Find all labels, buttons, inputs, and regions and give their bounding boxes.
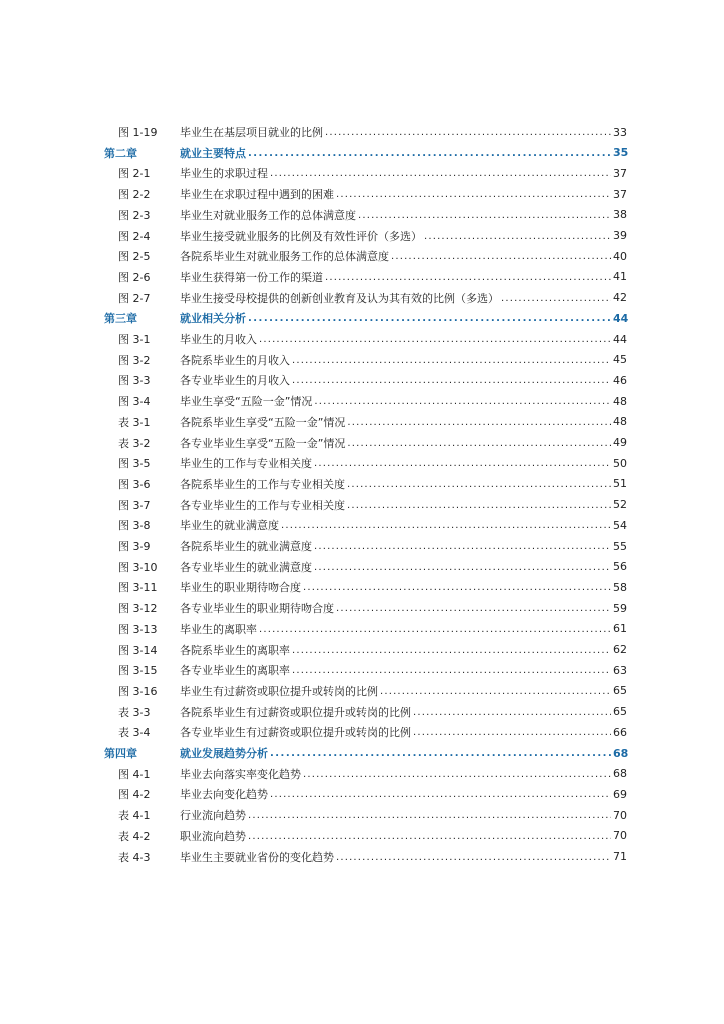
toc-entry-title: 毕业去向落实率变化趋势 xyxy=(180,767,301,781)
dot-leader xyxy=(270,167,611,179)
toc-entry-title: 各院系毕业生享受“五险一金”情况 xyxy=(180,415,346,429)
toc-entry-title: 毕业生的工作与专业相关度 xyxy=(180,457,312,471)
dot-leader xyxy=(270,788,611,800)
toc-entry-title: 毕业生的就业满意度 xyxy=(180,519,279,533)
toc-entry-title: 毕业去向变化趋势 xyxy=(180,788,268,802)
dot-leader xyxy=(347,437,611,449)
toc-entry-label: 图 2-2 xyxy=(118,188,151,202)
toc-entry-label: 表 3-2 xyxy=(118,436,151,450)
toc-entry-title: 就业主要特点 xyxy=(180,146,246,160)
toc-entry-label: 图 2-4 xyxy=(118,229,151,243)
dot-leader xyxy=(347,416,611,428)
dot-leader xyxy=(501,292,611,304)
dot-leader xyxy=(336,602,611,614)
toc-entry-label: 表 3-3 xyxy=(118,705,151,719)
toc-entry[interactable] xyxy=(104,393,627,409)
toc-entry-page-number: 61 xyxy=(613,622,627,636)
dot-leader xyxy=(413,706,611,718)
toc-entry-title: 各专业毕业生享受“五险一金”情况 xyxy=(180,436,346,450)
toc-entry-page-number: 55 xyxy=(613,539,627,553)
toc-entry[interactable] xyxy=(104,124,627,140)
toc-entry-label: 图 3-16 xyxy=(118,684,158,698)
toc-entry-title: 各专业毕业生的工作与专业相关度 xyxy=(180,498,345,512)
toc-entry-title: 各院系毕业生的离职率 xyxy=(180,643,290,657)
toc-entry-page-number: 37 xyxy=(613,166,627,180)
toc-entry-label: 图 2-3 xyxy=(118,208,151,222)
toc-entry-title: 毕业生的求职过程 xyxy=(180,167,268,181)
toc-entry-title: 毕业生有过薪资或职位提升或转岗的比例 xyxy=(180,684,378,698)
toc-entry-title: 职业流向趋势 xyxy=(180,829,246,843)
dot-leader xyxy=(248,147,611,159)
toc-entry-title: 各院系毕业生的工作与专业相关度 xyxy=(180,477,345,491)
toc-entry-page-number: 51 xyxy=(613,477,627,491)
toc-entry[interactable] xyxy=(104,807,627,823)
dot-leader xyxy=(314,395,611,407)
toc-entry-label: 表 4-2 xyxy=(118,829,151,843)
toc-entry-page-number: 69 xyxy=(613,787,627,801)
toc-entry-page-number: 63 xyxy=(613,663,627,677)
toc-entry-title: 各院系毕业生对就业服务工作的总体满意度 xyxy=(180,250,389,264)
toc-entry-label: 表 3-4 xyxy=(118,726,151,740)
toc-entry-page-number: 44 xyxy=(613,311,629,325)
toc-entry[interactable] xyxy=(104,766,627,782)
toc-entry[interactable] xyxy=(104,497,627,513)
toc-entry[interactable] xyxy=(104,600,627,616)
toc-entry-label: 图 3-4 xyxy=(118,395,151,409)
toc-entry-label: 图 2-5 xyxy=(118,250,151,264)
toc-entry[interactable] xyxy=(104,165,627,181)
toc-entry-title: 各院系毕业生有过薪资或职位提升或转岗的比例 xyxy=(180,705,411,719)
toc-entry-label: 图 3-15 xyxy=(118,664,158,678)
toc-entry-title: 各专业毕业生的离职率 xyxy=(180,664,290,678)
toc-entry-page-number: 62 xyxy=(613,643,627,656)
toc-entry[interactable] xyxy=(104,642,627,658)
toc-entry-label: 第二章 xyxy=(104,146,137,160)
dot-leader xyxy=(248,830,611,842)
toc-entry[interactable] xyxy=(104,186,627,202)
toc-entry[interactable] xyxy=(104,331,627,347)
dot-leader xyxy=(336,851,611,863)
dot-leader xyxy=(424,230,611,242)
toc-entry-title: 就业相关分析 xyxy=(180,312,246,326)
dot-leader xyxy=(270,747,611,759)
toc-entry[interactable] xyxy=(104,248,627,264)
toc-entry-label: 图 3-3 xyxy=(118,374,151,388)
toc-entry[interactable] xyxy=(104,414,627,430)
toc-entry-title: 毕业生的月收入 xyxy=(180,333,257,346)
toc-entry-title: 各专业毕业生的月收入 xyxy=(180,374,290,388)
toc-entry-page-number: 48 xyxy=(613,394,627,408)
toc-entry-page-number: 65 xyxy=(613,684,627,698)
toc-entry-page-number: 70 xyxy=(613,808,627,822)
toc-entry-page-number: 41 xyxy=(613,270,627,284)
toc-entry-label: 表 4-3 xyxy=(118,850,151,864)
dot-leader xyxy=(314,540,611,552)
toc-entry[interactable] xyxy=(104,290,627,306)
dot-leader xyxy=(314,457,611,469)
toc-entry-title: 毕业生在求职过程中遇到的困难 xyxy=(180,188,334,202)
toc-entry-page-number: 68 xyxy=(613,746,629,760)
toc-entry[interactable] xyxy=(104,704,627,720)
toc-entry[interactable] xyxy=(104,207,627,223)
toc-entry-page-number: 37 xyxy=(613,187,627,201)
dot-leader xyxy=(259,333,611,345)
dot-leader xyxy=(314,561,611,573)
toc-entry-title: 毕业生的离职率 xyxy=(180,622,257,636)
toc-entry-page-number: 52 xyxy=(613,498,627,512)
toc-entry-page-number: 66 xyxy=(613,725,627,739)
toc-entry-page-number: 71 xyxy=(613,850,627,863)
toc-entry-label: 图 2-1 xyxy=(118,167,151,181)
toc-entry-label: 图 3-14 xyxy=(118,643,158,657)
toc-entry-page-number: 68 xyxy=(613,767,627,781)
toc-entry-title: 毕业生享受“五险一金”情况 xyxy=(180,395,313,409)
dot-leader xyxy=(292,354,611,366)
toc-entry-label: 图 4-1 xyxy=(118,767,151,781)
dot-leader xyxy=(413,726,611,738)
dot-leader xyxy=(325,126,611,138)
dot-leader xyxy=(303,768,611,780)
toc-entry-label: 图 3-13 xyxy=(118,622,158,636)
toc-entry[interactable] xyxy=(104,455,627,471)
toc-entry-page-number: 70 xyxy=(613,829,627,843)
toc-entry-page-number: 45 xyxy=(613,353,627,367)
toc-entry-label: 图 3-1 xyxy=(118,333,151,346)
toc-entry-page-number: 42 xyxy=(613,291,627,305)
toc-entry[interactable] xyxy=(104,559,627,575)
dot-leader xyxy=(292,664,611,676)
toc-entry[interactable] xyxy=(104,517,627,533)
dot-leader xyxy=(336,188,611,200)
toc-entry-page-number: 48 xyxy=(613,415,627,429)
toc-entry[interactable] xyxy=(104,435,627,451)
toc-entry-title: 毕业生接受就业服务的比例及有效性评价（多选） xyxy=(180,229,422,243)
dot-leader xyxy=(325,271,611,283)
toc-entry-page-number: 40 xyxy=(613,249,627,263)
toc-entry[interactable] xyxy=(104,579,627,595)
toc-entry-label: 图 4-2 xyxy=(118,788,151,802)
toc-entry[interactable] xyxy=(104,828,627,844)
toc-chapter-entry[interactable] xyxy=(104,310,627,326)
toc-entry-title: 毕业生接受母校提供的创新创业教育及认为其有效的比例（多选） xyxy=(180,291,499,305)
toc-entry-title: 各专业毕业生的职业期待吻合度 xyxy=(180,602,334,616)
toc-entry[interactable] xyxy=(104,269,627,285)
toc-entry-title: 毕业生获得第一份工作的渠道 xyxy=(180,270,323,284)
toc-entry-label: 第三章 xyxy=(104,312,137,326)
dot-leader xyxy=(248,809,611,821)
dot-leader xyxy=(292,644,611,656)
dot-leader xyxy=(303,581,611,593)
dot-leader xyxy=(347,478,611,490)
toc-entry-page-number: 46 xyxy=(613,373,627,387)
toc-entry-page-number: 49 xyxy=(613,436,627,449)
dot-leader xyxy=(259,623,611,635)
dot-leader xyxy=(281,519,611,531)
toc-entry-label: 表 4-1 xyxy=(118,809,151,823)
toc-chapter-entry[interactable] xyxy=(104,745,627,761)
toc-entry-title: 行业流向趋势 xyxy=(180,809,246,823)
toc-entry-page-number: 44 xyxy=(613,332,627,346)
toc-chapter-entry[interactable] xyxy=(104,145,627,161)
toc-entry-title: 各院系毕业生的月收入 xyxy=(180,353,290,367)
dot-leader xyxy=(347,499,611,511)
toc-entry-title: 就业发展趋势分析 xyxy=(180,747,268,760)
toc-entry-label: 图 3-6 xyxy=(118,477,151,491)
toc-entry-label: 表 3-1 xyxy=(118,415,151,429)
toc-entry-page-number: 50 xyxy=(613,456,627,470)
toc-entry[interactable] xyxy=(104,476,627,492)
toc-entry-page-number: 56 xyxy=(613,560,627,574)
toc-entry[interactable] xyxy=(104,538,627,554)
toc-entry-label: 图 3-10 xyxy=(118,560,158,574)
dot-leader xyxy=(248,312,611,324)
toc-entry-label: 图 2-6 xyxy=(118,270,151,284)
toc-entry-page-number: 35 xyxy=(613,146,629,160)
toc-entry-page-number: 59 xyxy=(613,601,627,615)
dot-leader xyxy=(391,250,611,262)
toc-entry[interactable] xyxy=(104,228,627,244)
dot-leader xyxy=(292,374,611,386)
toc-entry-page-number: 65 xyxy=(613,705,627,719)
toc-entry-page-number: 33 xyxy=(613,125,627,139)
dot-leader xyxy=(358,209,611,221)
toc-entry[interactable] xyxy=(104,786,627,802)
toc-entry-label: 图 3-7 xyxy=(118,498,151,512)
toc-entry-label: 图 3-5 xyxy=(118,457,151,471)
toc-entry[interactable] xyxy=(104,621,627,637)
toc-entry-page-number: 58 xyxy=(613,580,627,594)
toc-entry[interactable] xyxy=(104,683,627,699)
toc-entry-label: 图 2-7 xyxy=(118,291,151,305)
toc-entry-label: 图 3-2 xyxy=(118,353,151,367)
toc-entry-title: 各专业毕业生有过薪资或职位提升或转岗的比例 xyxy=(180,726,411,740)
toc-entry-label: 图 1-19 xyxy=(118,126,158,139)
toc-entry-label: 第四章 xyxy=(104,747,137,760)
toc-entry-page-number: 38 xyxy=(613,208,627,222)
toc-entry-title: 毕业生对就业服务工作的总体满意度 xyxy=(180,208,356,222)
toc-entry-title: 毕业生的职业期待吻合度 xyxy=(180,581,301,595)
dot-leader xyxy=(380,685,611,697)
toc-entry[interactable] xyxy=(104,372,627,388)
toc-entry-title: 毕业生主要就业省份的变化趋势 xyxy=(180,850,334,864)
toc-entry[interactable] xyxy=(104,724,627,740)
toc-entry-title: 毕业生在基层项目就业的比例 xyxy=(180,126,323,139)
toc-entry-title: 各专业毕业生的就业满意度 xyxy=(180,560,312,574)
toc-entry-page-number: 39 xyxy=(613,229,627,242)
toc-entry-label: 图 3-12 xyxy=(118,602,158,616)
toc-entry-page-number: 54 xyxy=(613,518,627,532)
toc-entry-label: 图 3-11 xyxy=(118,581,158,595)
toc-entry[interactable] xyxy=(104,849,627,865)
toc-entry-label: 图 3-9 xyxy=(118,540,151,553)
toc-entry-title: 各院系毕业生的就业满意度 xyxy=(180,540,312,553)
toc-entry[interactable] xyxy=(104,662,627,678)
toc-entry[interactable] xyxy=(104,352,627,368)
toc-entry-label: 图 3-8 xyxy=(118,519,151,533)
